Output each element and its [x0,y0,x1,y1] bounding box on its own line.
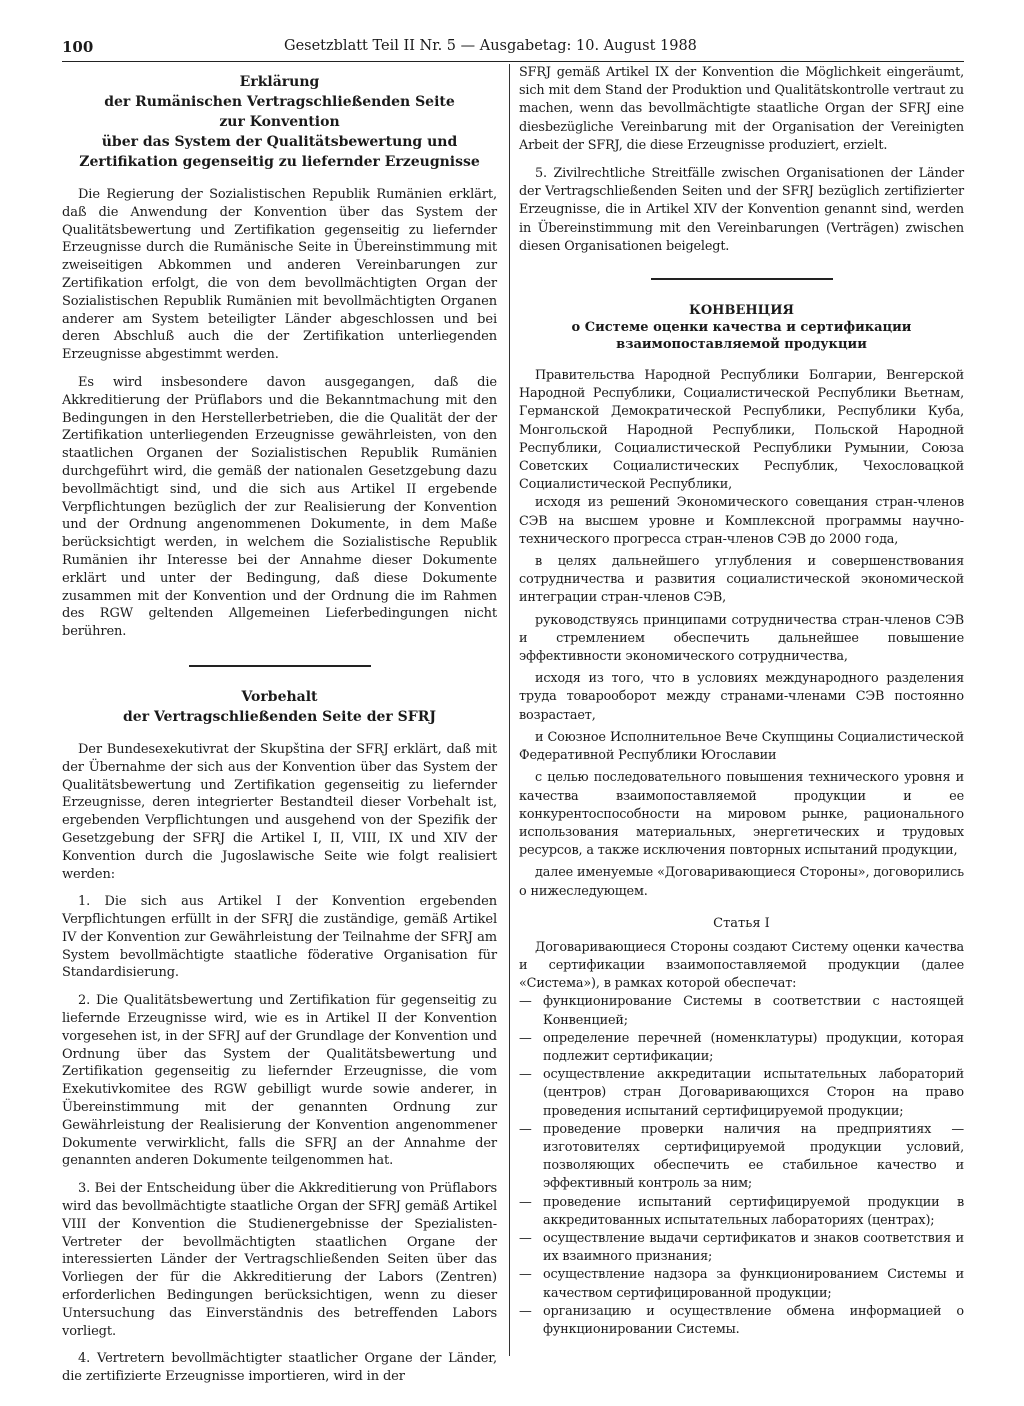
preamble-paragraph: с целью последовательного повышения технического уровня и качества взаимопоставляемой продукции и ее конкурентоспособности на мировом рынке, рационального использования материальных, энергетических и трудовых ресурсов, а также исключения повторных испытаний продукции, [519,770,964,859]
dash-mark: — [519,1194,532,1210]
article-1-list [519,993,964,1339]
left-column [62,64,497,1386]
list-item [519,1121,964,1194]
continuation-paragraph: SFRJ gemäß Artikel IX der Konvention die Möglichkeit eingeräumt, sich mit dem Stand der Produktion und Qualitätskontrolle vertraut zu machen, wenn das bevollmächtigte staatliche Organ der SFRJ eine diesbezügliche Vereinbarung mit der Organisation der Vereinigten Arbeit der SFRJ, die diese Erzeugnisse produziert, erzielt. [519,65,964,153]
declaration-title-line: Erklärung [239,74,320,90]
page-header [62,38,964,60]
declaration-paragraph: Es wird insbesondere davon ausgegangen, daß die Akkreditierung der Prüflabors und die Bekanntmachung mit den Bedingungen in den Herstellerbetrieben, die die Qualität der der Zertifikation unterliegenden Erzeugnisse gewährleisten, von den staatlichen Organen der Sozialistischen Republik Rumänien durchgeführt wird, die gemäß der nationalen Gesetzgebung dazu bevollmächtigt sind, und die sich aus Artikel II ergebende Verpflichtungen bezüglich der zur Realisierung der Konvention und der Ordnung angenommenen Dokumente, in dem Maße berücksichtigt werden, in welchem die Sozialistische Republik Rumänien ihr Interesse bei der Annahme dieser Dokumente erklärt und unter der Bedingung, daß diese Dokumente zusammen mit der Konvention und der Ordnung die im Rahmen des RGW geltenden Allgemeinen Lieferbedingungen nicht berühren. [62,374,497,640]
declaration-title [62,72,497,172]
list-item [519,1194,964,1230]
reservation-title-line: Vorbehalt [241,688,318,705]
article-1-title: Статья I [713,915,770,931]
convention-title-line: о Системе оценки качества и сертификации [571,320,912,336]
reservation-paragraph: Der Bundesexekutivrat der Skupština der SFRJ erklärt, daß mit der Übernahme der sich aus der Konvention über das System der Qualitätsbewertung und Zertifikation gegenseitig zu liefernder Erzeugnisse, deren integrierter Bestandteil dieser Vorbehalt ist, ergebenden Verpflichtungen und ausgehend von der Spezifik der Gesetzgebung der SFRJ die Artikel I, II, VIII, IX und XIV der Konvention durch die Jugoslawische Seite wie folgt realisiert werden: [62,741,497,882]
list-item-text: проведение проверки наличия на предприятиях — изготовителях сертифицируемой продукции условий, позволяющих обеспечить ее стабильное качество и эффективный контроль за ним; [543,1121,964,1192]
continuation-paragraph: 5. Zivilrechtliche Streitfälle zwischen Organisationen der Länder der Vertragschließenden Seiten und der SFRJ bezüglich zertifizierter Erzeugnisse, die in Artikel XIV der Konvention genannt sind, werden in Übereinstimmung mit den Vereinbarungen (Verträgen) zwischen diesen Organisationen beigelegt. [519,166,964,254]
list-item [519,993,964,1029]
list-item [519,1066,964,1121]
header-rule [62,61,964,62]
declaration-title-line: Zertifikation gegenseitig zu liefernder Erzeugnisse [79,154,480,170]
reservation-paragraph: 2. Die Qualitätsbewertung und Zertifikation für gegenseitig zu liefernde Erzeugnisse wird, wie es in Artikel II der Konvention vorgesehen ist, in der SFRJ auf der Grundlage der Konvention und Ordnung über das System der Qualitätsbewertung und Zertifikation gegenseitig zu liefernder Erzeugnisse, die vom Exekutivkomitee des RGW gebilligt wurde sowie anderer, in Übereinstimmung mit der genannten Ordnung zur Gewährleistung der Realisierung der Konvention angenommener Dokumente verwirklicht, falls die SFRJ an der Annahme der genannten anderen Dokumente teilgenommen hat. [62,993,497,1169]
convention-title-line: взаимопоставляемой продукции [616,337,867,353]
list-item [519,1230,964,1266]
list-item-text: определение перечней (номенклатуры) продукции, которая подлежит сертификации; [543,1030,964,1064]
reservation-paragraph: 3. Bei der Entscheidung über die Akkreditierung von Prüflabors wird das bevollmächtigte staatliche Organ der SFRJ gemäß Artikel VIII der Konvention die Studienergebnisse der Spezialisten-Vertreter der bevollmächtigten staatlichen Organe der interessierten Länder der Vertragschließenden Seiten über das Vorliegen der für die Akkreditierung der Labors (Zentren) erforderlichen Bedingungen berücksichtigen, wenn zu dieser Untersuchung das Einverständnis des betreffenden Labors vorliegt. [62,1181,497,1339]
dash-mark: — [519,1303,532,1319]
list-item-text: проведение испытаний сертифицируемой продукции в аккредитованных испытательных лабораториях (центрах); [543,1194,964,1228]
preamble-paragraph: руководствуясь принципами сотрудничества стран-членов СЭВ и стремлением обеспечить дальнейшее повышение эффективности экономического сотрудничества, [519,612,964,665]
list-item [519,1030,964,1066]
preamble-paragraph: далее именуемые «Договаривающиеся Стороны», договорились о нижеследующем. [519,865,964,899]
column-divider [509,64,510,1356]
reservation-paragraph: 4. Vertretern bevollmächtigter staatlicher Organe der Länder, die zertifizierte Erzeugnisse importieren, wird in der [62,1351,497,1385]
list-item-text: осуществление аккредитации испытательных лабораторий (центров) стран Договаривающихся Сторон на право проведения испытаний сертифицируемой продукции; [543,1067,964,1119]
dash-mark: — [519,994,532,1010]
reservation-title [62,687,497,727]
list-item-text: функционирование Системы в соответствии с настоящей Конвенцией; [543,994,964,1028]
article-1-intro: Договаривающиеся Стороны создают Систему оценки качества и сертификации взаимопоставляемой продукции (далее «Система»), в рамках которой обеспечат: [519,939,964,992]
right-column [519,64,964,1339]
declaration-paragraph: Die Regierung der Sozialistischen Republik Rumänien erklärt, daß die Anwendung der Konvention über das System der Qualitätsbewertung und Zertifikation gegenseitig zu liefernder Erzeugnisse durch die Rumänische Seite in Übereinstimmung mit zweiseitigen Abkommen und anderen Vereinbarungen zur Zertifikation erfolgt, die von dem bevollmächtigten Organ der Sozialistischen Republik Rumänien mit bevollmächtigten Organen anderer am System beteiligter Länder abgeschlossen und bei deren Abschluß auch die der Zertifikation unterliegenden Erzeugnisse abgestimmt werden. [62,187,497,363]
preamble-paragraph: исходя из решений Экономического совещания стран-членов СЭВ на высшем уровне и Комплексной программы научно-технического прогресса стран-членов СЭВ до 2000 года, [519,495,964,547]
dash-mark: — [519,1030,532,1046]
list-item [519,1303,964,1339]
list-item-text: осуществление выдачи сертификатов и знаков соответствия и их взаимного признания; [543,1230,964,1265]
page-number: 100 [62,38,94,56]
dash-mark: — [519,1230,532,1246]
dash-mark: — [519,1121,532,1137]
dash-mark: — [519,1267,532,1283]
list-item-text: осуществление надзора за функционированием Системы и качеством сертифицированной продукции; [543,1267,964,1301]
reservation-paragraph: 1. Die sich aus Artikel I der Konvention ergebenden Verpflichtungen erfüllt in der SFRJ die zuständige, gemäß Artikel IV der Konvention zur Gewährleistung der Teilnahme der SFRJ am System bevollmächtigte staatliche föderative Organisation für Standardisierung. [62,894,497,981]
declaration-title-line: über das System der Qualitätsbewertung und [101,134,458,150]
preamble-paragraph: и Союзное Исполнительное Вече Скупщины Социалистической Федеративной Республики Югославии [519,729,964,764]
preamble-paragraph: исходя из того, что в условиях международного разделения труда товарооборот между странами-членами СЭВ постоянно возрастает, [519,671,964,723]
convention-title [519,302,964,353]
reservation-title-line: der Vertragschließenden Seite der SFRJ [123,708,436,725]
running-title: Gesetzblatt Teil II Nr. 5 — Ausgabetag: 10. August 1988 [284,38,697,54]
preamble-paragraph: Правительства Народной Республики Болгарии, Венгерской Народной Республики, Социалистической Республики Вьетнам, Германской Демократической Республики, Республики Куба, Монгольской Народной Республики, Польской Народной Республики, Социалистической Республики Румынии, Союза Советских Социалистических Республик, Чехословацкой Социалистической Республики, [519,368,964,493]
list-item-text: организацию и осуществление обмена информацией о функционировании Системы. [543,1303,964,1337]
declaration-title-line: der Rumänischen Vertragschließenden Seite [104,94,455,110]
dash-mark: — [519,1067,532,1083]
preamble-paragraph: в целях дальнейшего углубления и совершенствования сотрудничества и развития социалистической экономической интеграции стран-членов СЭВ, [519,554,964,606]
convention-title-line: КОНВЕНЦИЯ [689,303,794,319]
list-item [519,1266,964,1302]
declaration-title-line: zur Konvention [219,114,340,130]
